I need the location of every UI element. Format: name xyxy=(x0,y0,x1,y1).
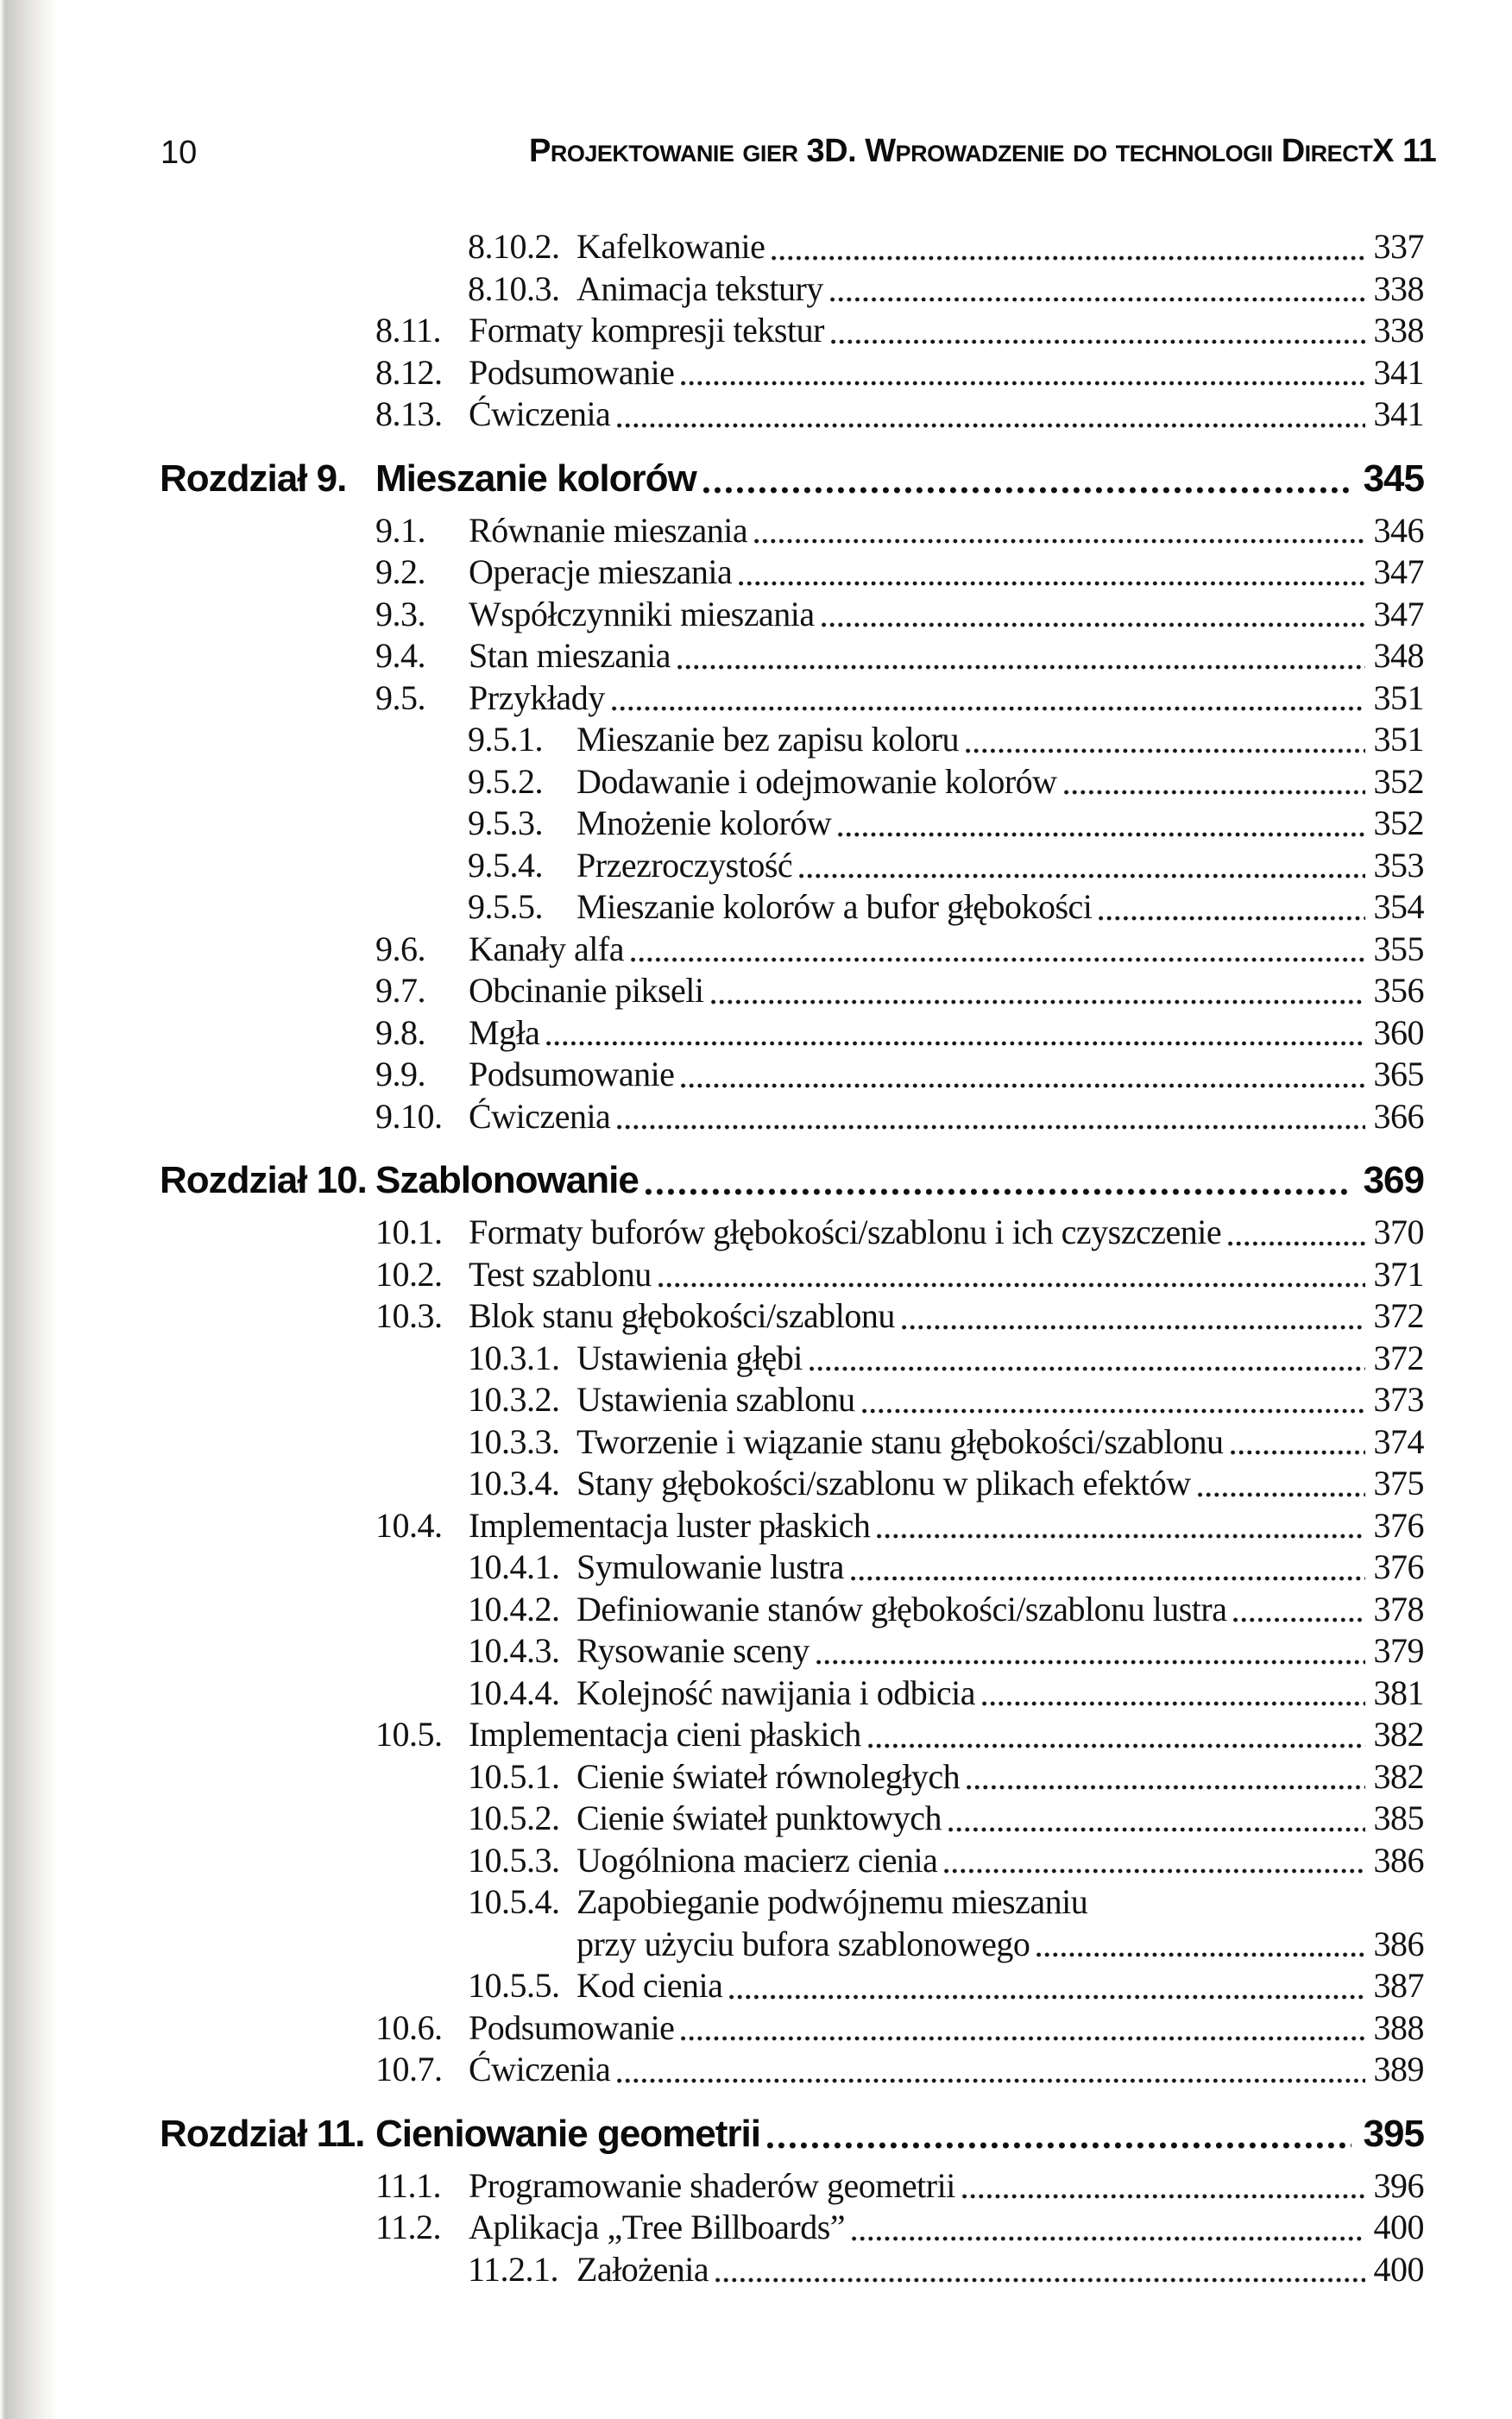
toc-entry-number: Rozdział 9. xyxy=(160,457,347,500)
toc-entry-title: Kod cienia xyxy=(576,1966,723,2005)
toc-entry-number: 10.5.4. xyxy=(468,1882,560,1921)
toc-entry-title: Zapobieganie podwójnemu mieszaniu xyxy=(576,1882,1088,1921)
dot-leader xyxy=(739,551,1366,594)
toc-entry-title: Ćwiczenia xyxy=(469,394,611,433)
toc-entry-page: 360 xyxy=(1373,1012,1424,1052)
dot-leader xyxy=(772,226,1366,268)
toc-entry-page: 370 xyxy=(1373,1213,1424,1251)
toc-entry-title: Założenia xyxy=(576,2249,709,2289)
dot-leader xyxy=(816,1630,1367,1673)
toc-entry-title: Stany głębokości/szablonu w plikach efektów xyxy=(576,1464,1191,1502)
toc-entry xyxy=(160,1965,1424,2007)
toc-entry-number: 10.2. xyxy=(375,1254,443,1294)
dot-leader xyxy=(1099,886,1366,929)
toc-entry xyxy=(160,1714,1424,1756)
toc-entry xyxy=(160,226,1424,268)
toc-entry-title: Szablonowanie xyxy=(375,1159,639,1201)
toc-entry-page: 375 xyxy=(1373,1464,1424,1502)
toc-entry xyxy=(160,1212,1424,1254)
dot-leader xyxy=(948,1798,1367,1840)
toc-entry xyxy=(160,1254,1424,1296)
toc-entry-number: 9.3. xyxy=(375,594,425,633)
toc-entry-page: 382 xyxy=(1373,1715,1424,1754)
toc-entry-page: 396 xyxy=(1373,2165,1424,2205)
toc-entry-title: Kafelkowanie xyxy=(576,227,765,266)
toc-entry-page: 379 xyxy=(1373,1631,1424,1670)
toc-entry xyxy=(160,310,1424,352)
toc-entry-page: 348 xyxy=(1373,636,1424,675)
toc-entry-page: 376 xyxy=(1373,1547,1424,1586)
toc-entry-number: 9.2. xyxy=(375,552,425,591)
toc-entry-page: 387 xyxy=(1373,1966,1424,2005)
toc-entry-title: Animacja tekstury xyxy=(576,268,823,308)
toc-entry-number: 10.5.2. xyxy=(468,1799,560,1837)
dot-leader xyxy=(612,677,1367,720)
dot-leader xyxy=(838,803,1366,845)
toc-entry-number: 10.5. xyxy=(375,1715,443,1754)
toc-entry xyxy=(160,455,1424,503)
toc-entry xyxy=(160,1924,1424,1966)
toc-entry xyxy=(160,1881,1424,1924)
toc-entry xyxy=(160,1840,1424,1882)
dot-leader xyxy=(822,594,1367,636)
dot-leader xyxy=(862,1379,1367,1421)
toc-entry-page: 352 xyxy=(1373,803,1424,842)
toc-entry-number: 11.1. xyxy=(375,2165,442,2205)
toc-entry-number: Rozdział 11. xyxy=(160,2112,365,2155)
toc-entry-page: 346 xyxy=(1373,510,1424,550)
dot-leader xyxy=(631,929,1367,971)
table-of-contents xyxy=(160,226,1424,2290)
toc-entry-number: 9.5.1. xyxy=(468,720,543,759)
toc-entry-title: Implementacja luster płaskich xyxy=(469,1505,871,1545)
toc-entry xyxy=(160,1421,1424,1464)
running-header: Projektowanie gier 3D. Wprowadzenie do technologii DirectX 11 xyxy=(529,133,1437,169)
toc-entry xyxy=(160,1379,1424,1421)
toc-entry xyxy=(160,1054,1424,1096)
toc-entry-page: 395 xyxy=(1363,2112,1424,2155)
dot-leader xyxy=(681,2007,1366,2050)
toc-entry-page: 347 xyxy=(1373,594,1424,633)
toc-entry-number: 10.5.3. xyxy=(468,1840,560,1880)
toc-entry-title: Cienie świateł punktowych xyxy=(576,1799,942,1837)
toc-entry xyxy=(160,803,1424,845)
toc-entry xyxy=(160,886,1424,929)
toc-entry-title: Obcinanie pikseli xyxy=(469,971,704,1010)
scan-edge-shadow xyxy=(0,0,60,2419)
dot-leader xyxy=(966,719,1366,761)
toc-entry xyxy=(160,2165,1424,2208)
toc-entry xyxy=(160,1338,1424,1380)
toc-entry-number: 8.10.3. xyxy=(468,268,560,308)
toc-entry-page: 373 xyxy=(1373,1380,1424,1419)
toc-entry xyxy=(160,594,1424,636)
toc-entry-page: 386 xyxy=(1373,1924,1424,1963)
dot-leader xyxy=(831,310,1367,352)
toc-entry-title: Test szablonu xyxy=(469,1254,652,1294)
toc-entry-title: Uogólniona macierz cienia xyxy=(576,1840,938,1880)
toc-entry-title: Aplikacja „Tree Billboards” xyxy=(469,2208,846,2246)
toc-entry-number: 10.3.3. xyxy=(468,1421,560,1461)
toc-entry xyxy=(160,1505,1424,1547)
toc-entry-number: 9.5.3. xyxy=(468,803,543,842)
toc-entry-number: 10.4.4. xyxy=(468,1673,560,1712)
toc-entry xyxy=(160,2249,1424,2291)
toc-entry-title: Symulowanie lustra xyxy=(576,1547,844,1586)
toc-entry-page: 369 xyxy=(1363,1159,1424,1201)
toc-entry-page: 354 xyxy=(1373,887,1424,926)
toc-entry xyxy=(160,352,1424,394)
toc-entry-title: Przezroczystość xyxy=(576,845,793,885)
toc-entry-page: 372 xyxy=(1373,1338,1424,1377)
toc-entry xyxy=(160,1295,1424,1338)
page-number: 10 xyxy=(161,135,198,171)
dot-leader xyxy=(902,1295,1367,1338)
toc-entry-number: 9.5.5. xyxy=(468,887,543,926)
toc-entry xyxy=(160,970,1424,1012)
dot-leader xyxy=(1231,1421,1367,1464)
toc-entry xyxy=(160,1589,1424,1631)
toc-entry-number: 10.1. xyxy=(375,1213,443,1251)
toc-entry-page: 389 xyxy=(1373,2050,1424,2088)
toc-entry-title: Podsumowanie xyxy=(469,2007,675,2047)
dot-leader xyxy=(711,970,1367,1012)
toc-entry-title: Ćwiczenia xyxy=(469,2050,611,2088)
toc-entry-number: Rozdział 10. xyxy=(160,1159,367,1201)
dot-leader xyxy=(767,2110,1355,2158)
dot-leader xyxy=(546,1012,1366,1055)
dot-leader xyxy=(681,352,1366,394)
toc-entry-number: 10.3. xyxy=(375,1296,443,1335)
toc-entry-page: 351 xyxy=(1373,720,1424,759)
toc-entry-page: 353 xyxy=(1373,845,1424,885)
toc-entry-page: 337 xyxy=(1373,227,1424,266)
dot-leader xyxy=(617,1096,1366,1138)
toc-entry-title: Mgła xyxy=(469,1012,540,1052)
toc-entry xyxy=(160,510,1424,552)
toc-entry xyxy=(160,2207,1424,2249)
toc-entry-title: Mieszanie kolorów xyxy=(375,457,696,500)
toc-entry-number: 8.13. xyxy=(375,394,443,433)
toc-entry xyxy=(160,394,1424,436)
toc-entry xyxy=(160,1547,1424,1589)
toc-entry-title: Podsumowanie xyxy=(469,1055,675,1093)
toc-entry-page: 351 xyxy=(1373,677,1424,717)
toc-entry-page: 338 xyxy=(1373,311,1424,350)
toc-entry-number: 11.2.1. xyxy=(468,2249,559,2289)
toc-entry-title: Formaty kompresji tekstur xyxy=(469,311,824,350)
toc-entry-page: 376 xyxy=(1373,1505,1424,1545)
toc-entry-number: 10.4.3. xyxy=(468,1631,560,1670)
dot-leader xyxy=(810,1338,1367,1380)
dot-leader xyxy=(830,268,1367,311)
toc-entry-page: 352 xyxy=(1373,761,1424,801)
dot-leader xyxy=(715,2249,1366,2291)
dot-leader xyxy=(852,2207,1366,2249)
toc-entry xyxy=(160,2110,1424,2158)
toc-entry-number: 9.1. xyxy=(375,510,425,550)
toc-entry-title: Ustawienia głębi xyxy=(576,1338,803,1377)
dot-leader xyxy=(677,635,1366,677)
toc-entry-title: Podsumowanie xyxy=(469,352,675,392)
toc-entry xyxy=(160,2007,1424,2050)
toc-entry-number: 10.3.1. xyxy=(468,1338,560,1377)
toc-entry-page: 366 xyxy=(1373,1096,1424,1136)
toc-entry xyxy=(160,1012,1424,1055)
toc-entry-title: Ćwiczenia xyxy=(469,1096,611,1136)
toc-entry-page: 355 xyxy=(1373,929,1424,968)
toc-entry xyxy=(160,1756,1424,1799)
toc-entry xyxy=(160,2049,1424,2091)
toc-entry xyxy=(160,929,1424,971)
toc-entry-title: Kanały alfa xyxy=(469,929,624,968)
toc-entry-title: przy użyciu bufora szablonowego xyxy=(576,1924,1030,1963)
toc-entry-title: Cieniowanie geometrii xyxy=(375,2112,760,2155)
toc-entry-page: 371 xyxy=(1373,1254,1424,1294)
toc-entry-number: 9.7. xyxy=(375,971,425,1010)
dot-leader xyxy=(1233,1589,1366,1631)
toc-entry-page: 381 xyxy=(1373,1673,1424,1712)
toc-entry-number: 10.4.1. xyxy=(468,1547,560,1586)
dot-leader xyxy=(851,1547,1367,1589)
toc-entry-title: Równanie mieszania xyxy=(469,510,748,550)
toc-entry-page: 341 xyxy=(1373,352,1424,392)
toc-entry-title: Kolejność nawijania i odbicia xyxy=(576,1673,976,1712)
toc-entry-page: 338 xyxy=(1373,268,1424,308)
dot-leader xyxy=(982,1673,1366,1715)
toc-entry-title: Implementacja cieni płaskich xyxy=(469,1715,861,1754)
toc-entry-number: 10.7. xyxy=(375,2050,443,2088)
toc-entry-number: 9.8. xyxy=(375,1012,425,1052)
toc-entry-page: 345 xyxy=(1363,457,1424,500)
toc-entry-number: 8.10.2. xyxy=(468,227,560,266)
toc-entry-number: 9.4. xyxy=(375,636,425,675)
toc-entry-page: 400 xyxy=(1373,2249,1424,2289)
toc-entry-number: 8.11. xyxy=(375,311,442,350)
toc-entry-title: Przykłady xyxy=(469,677,605,717)
dot-leader xyxy=(962,2165,1367,2208)
toc-entry xyxy=(160,551,1424,594)
toc-entry-number: 9.9. xyxy=(375,1055,425,1093)
toc-entry-number: 10.5.1. xyxy=(468,1756,560,1796)
toc-entry xyxy=(160,719,1424,761)
dot-leader xyxy=(729,1965,1366,2007)
toc-entry-title: Cienie świateł równoległych xyxy=(576,1756,961,1796)
dot-leader xyxy=(877,1505,1366,1547)
toc-entry-page: 374 xyxy=(1373,1421,1424,1461)
toc-entry xyxy=(160,845,1424,887)
toc-entry-number: 10.3.2. xyxy=(468,1380,560,1419)
toc-entry-title: Mnożenie kolorów xyxy=(576,803,832,842)
dot-leader xyxy=(646,1156,1355,1205)
dot-leader xyxy=(1228,1212,1366,1254)
toc-entry-page: 378 xyxy=(1373,1589,1424,1628)
dot-leader xyxy=(944,1840,1366,1882)
toc-entry-page: 400 xyxy=(1373,2208,1424,2246)
toc-entry-page: 385 xyxy=(1373,1799,1424,1837)
toc-entry-title: Współczynniki mieszania xyxy=(469,594,815,633)
toc-entry xyxy=(160,761,1424,803)
toc-entry-title: Formaty buforów głębokości/szablonu i ich czyszczenie xyxy=(469,1213,1222,1251)
toc-entry xyxy=(160,1096,1424,1138)
toc-entry-title: Blok stanu głębokości/szablonu xyxy=(469,1296,895,1335)
toc-entry xyxy=(160,1798,1424,1840)
dot-leader xyxy=(617,2049,1366,2091)
toc-entry xyxy=(160,1463,1424,1505)
toc-entry-title: Mieszanie kolorów a bufor głębokości xyxy=(576,887,1093,926)
toc-entry-title: Rysowanie sceny xyxy=(576,1631,810,1670)
toc-entry-title: Tworzenie i wiązanie stanu głębokości/szablonu xyxy=(576,1421,1224,1461)
toc-entry xyxy=(160,268,1424,311)
toc-entry xyxy=(160,635,1424,677)
toc-entry-number: 10.4. xyxy=(375,1505,443,1545)
dot-leader xyxy=(868,1714,1367,1756)
toc-entry-number: 9.10. xyxy=(375,1096,443,1136)
toc-entry-number: 11.2. xyxy=(375,2208,442,2246)
toc-entry-number: 10.4.2. xyxy=(468,1589,560,1628)
dot-leader xyxy=(799,845,1366,887)
dot-leader xyxy=(703,455,1355,503)
dot-leader xyxy=(1198,1463,1367,1505)
toc-entry-number: 9.5.4. xyxy=(468,845,543,885)
toc-entry xyxy=(160,677,1424,720)
toc-entry-title: Programowanie shaderów geometrii xyxy=(469,2165,955,2205)
toc-entry-page: 341 xyxy=(1373,394,1424,433)
toc-entry xyxy=(160,1630,1424,1673)
toc-entry-title: Dodawanie i odejmowanie kolorów xyxy=(576,761,1057,801)
toc-entry-page: 347 xyxy=(1373,552,1424,591)
dot-leader xyxy=(1036,1924,1366,1966)
toc-entry-title: Operacje mieszania xyxy=(469,552,733,591)
toc-entry-number: 8.12. xyxy=(375,352,443,392)
dot-leader xyxy=(754,510,1366,552)
toc-entry-page: 365 xyxy=(1373,1055,1424,1093)
dot-leader xyxy=(658,1254,1367,1296)
toc-entry-page: 356 xyxy=(1373,971,1424,1010)
toc-entry xyxy=(160,1156,1424,1205)
dot-leader xyxy=(967,1756,1366,1799)
toc-entry-page: 372 xyxy=(1373,1296,1424,1335)
toc-entry-page: 388 xyxy=(1373,2007,1424,2047)
toc-entry-number: 10.5.5. xyxy=(468,1966,560,2005)
dot-leader xyxy=(1064,761,1367,803)
dot-leader xyxy=(617,394,1366,436)
toc-entry-title: Definiowanie stanów głębokości/szablonu lustra xyxy=(576,1589,1227,1628)
toc-entry-title: Ustawienia szablonu xyxy=(576,1380,855,1419)
toc-entry-title: Stan mieszania xyxy=(469,636,671,675)
toc-entry-page: 386 xyxy=(1373,1840,1424,1880)
toc-entry-number: 9.5. xyxy=(375,677,425,717)
toc-entry-number: 10.3.4. xyxy=(468,1464,560,1502)
toc-entry-page: 382 xyxy=(1373,1756,1424,1796)
toc-entry-number: 10.6. xyxy=(375,2007,443,2047)
toc-entry-number: 9.5.2. xyxy=(468,761,543,801)
toc-entry-number: 9.6. xyxy=(375,929,425,968)
dot-leader xyxy=(681,1054,1366,1096)
toc-entry xyxy=(160,1673,1424,1715)
toc-entry-title: Mieszanie bez zapisu koloru xyxy=(576,720,960,759)
